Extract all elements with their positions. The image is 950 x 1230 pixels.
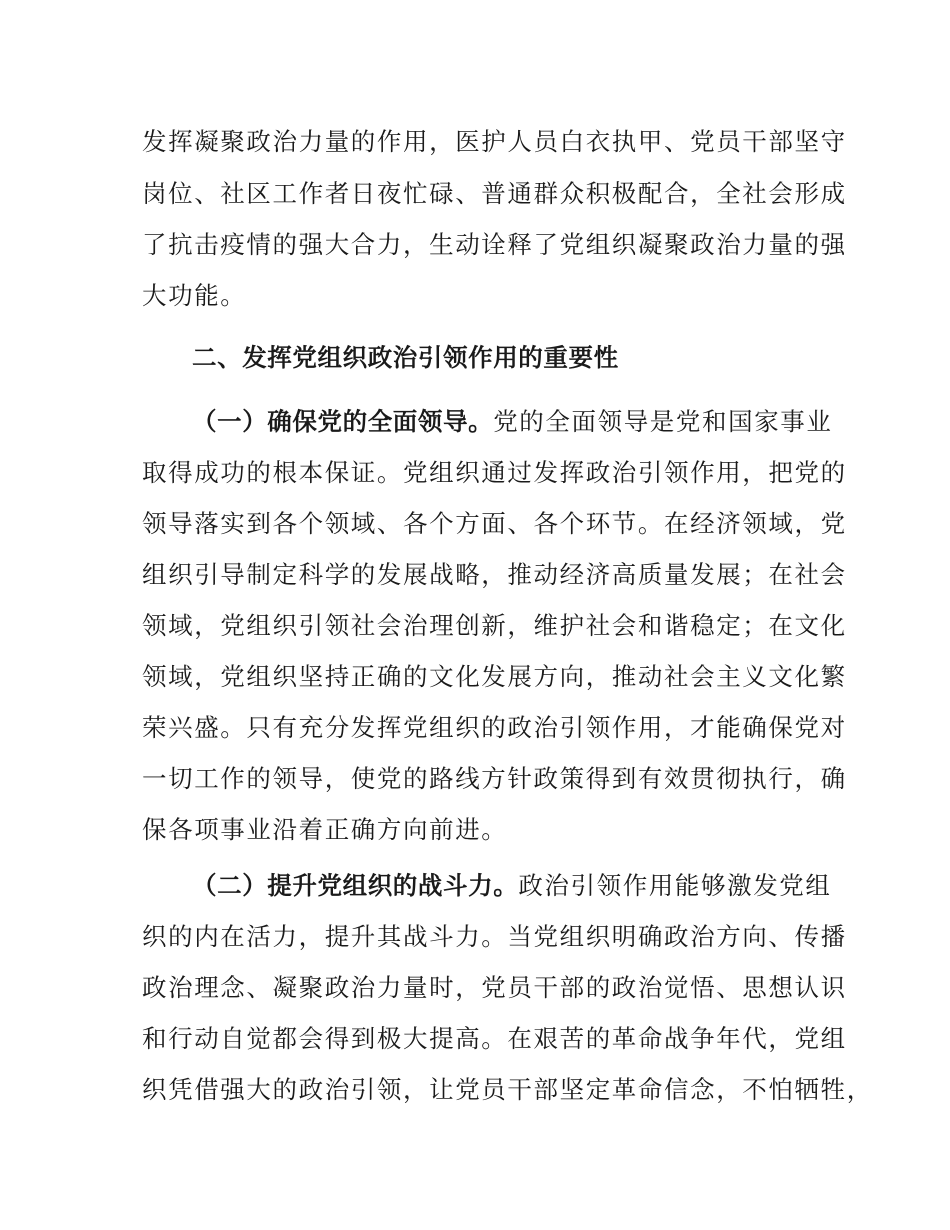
paragraph-line: 取得成功的根本保证。党组织通过发挥政治引领作用，把党的	[142, 458, 847, 487]
paragraph-line: 了抗击疫情的强大合力，生动诠释了党组织凝聚政治力量的强	[142, 230, 847, 259]
paragraph-line: 领域，党组织引领社会治理创新，维护社会和谐稳定；在文化	[142, 611, 847, 640]
paragraph-line: 织的内在活力，提升其战斗力。当党组织明确政治方向、传播	[142, 922, 847, 951]
paragraph-line: 发挥凝聚政治力量的作用，医护人员白衣执甲、党员干部坚守	[142, 127, 847, 156]
paragraph-line: 大功能。	[142, 281, 247, 310]
paragraph-line: 保各项事业沿着正确方向前进。	[142, 815, 508, 844]
paragraph-line: 岗位、社区工作者日夜忙碌、普通群众积极配合，全社会形成	[142, 179, 847, 208]
paragraph-line: 荣兴盛。只有充分发挥党组织的政治引领作用，才能确保党对	[142, 713, 847, 742]
subsection-1-first-line-text: 党的全面领导是党和国家事业	[493, 407, 833, 436]
paragraph-line: 一切工作的领导，使党的路线方针政策得到有效贯彻执行，确	[142, 764, 847, 793]
subsection-2-first-line	[192, 860, 832, 912]
subsection-1-first-line	[192, 396, 833, 448]
paragraph-line: 和行动自觉都会得到极大提高。在艰苦的革命战争年代，党组	[142, 1024, 847, 1053]
paragraph-line: 领域，党组织坚持正确的文化发展方向，推动社会主义文化繁	[142, 662, 847, 691]
paragraph-line: 织凭借强大的政治引领，让党员干部坚定革命信念，不怕牺牲，	[142, 1075, 873, 1104]
subsection-2-title: （二）提升党组织的战斗力。	[192, 871, 519, 900]
paragraph-line: 领导落实到各个领域、各个方面、各个环节。在经济领域，党	[142, 509, 847, 538]
subsection-1-title: （一）确保党的全面领导。	[192, 407, 494, 436]
paragraph-line: 组织引导制定科学的发展战略，推动经济高质量发展；在社会	[142, 560, 847, 589]
section-heading: 二、发挥党组织政治引领作用的重要性	[192, 343, 619, 372]
subsection-2-first-line-text: 政治引领作用能够激发党组	[518, 871, 832, 900]
paragraph-line: 政治理念、凝聚政治力量时，党员干部的政治觉悟、思想认识	[142, 973, 847, 1002]
